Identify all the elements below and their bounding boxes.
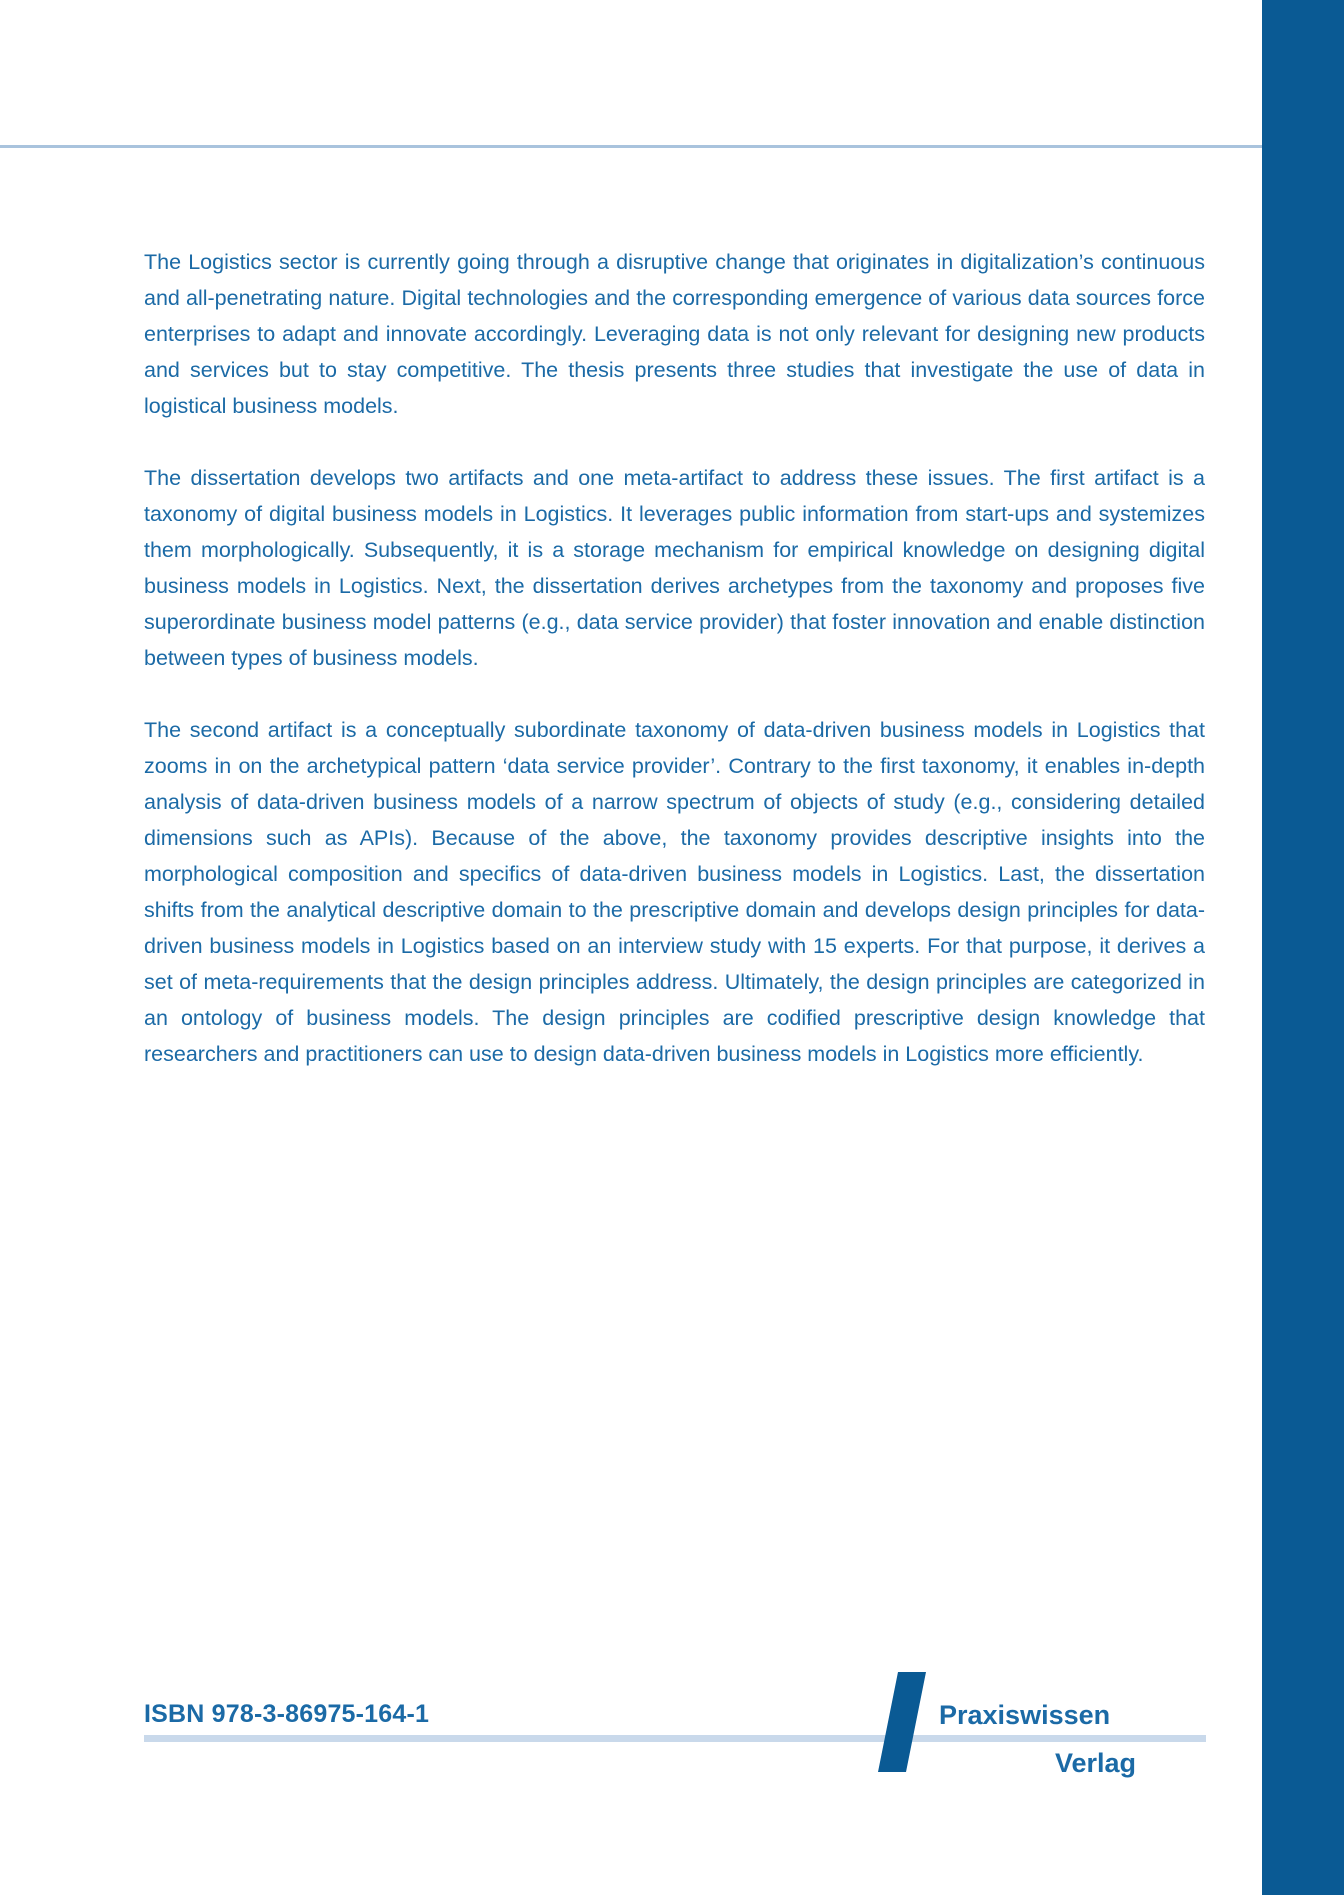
abstract-paragraph-1: The Logistics sector is currently going through a disruptive change that originates in digitalization’s continuous and all-penetrating nature. Digital technologies and the corresponding emergence of various data sources force enterprises to adapt and innovate accordingly. Leveraging data is not only relevant for designing new products and services but to stay competitive. The thesis presents three studies that investigate the use of data in logistical business models. [144,250,1205,418]
spine-color-bar [1262,0,1344,1895]
isbn-label: ISBN 978-3-86975-164-1 [144,1700,430,1728]
publisher-logo [876,1672,1146,1782]
abstract-paragraph-3: The second artifact is a conceptually subordinate taxonomy of data-driven business models in Logistics that zooms in on the archetypical pattern ‘data service provider’. Contrary to the first taxonomy, it enables in-depth analysis of data-driven business models of a narrow spectrum of objects of study (e.g., considering detailed dimensions such as APIs). Because of the above, the taxonomy provides descriptive insights into the morphological composition and specifics of data-driven business models in Logistics. Last, the dissertation shifts from the analytical descriptive domain to the prescriptive domain and develops design principles for data-driven business models in Logistics based on an interview study with 15 experts. For that purpose, it derives a set of meta-requirements that the design principles address. Ultimately, the design principles are categorized in an ontology of business models. The design principles are codified prescriptive design knowledge that researchers and practitioners can use to design data-driven business models in Logistics more efficiently. [144,718,1205,1066]
publisher-name-line1: Praxiswissen [931,1700,1118,1731]
abstract-paragraph-2: The dissertation develops two artifacts and one meta-artifact to address these issues. The first artifact is a taxonomy of digital business models in Logistics. It leverages public information from start-ups and systemizes them morphologically. Subsequently, it is a storage mechanism for empirical knowledge on designing digital business models in Logistics. Next, the dissertation derives archetypes from the taxonomy and proposes five superordinate business model patterns (e.g., data service provider) that foster innovation and enable distinction between types of business models. [144,466,1205,670]
back-cover-abstract [144,244,1205,1108]
publisher-name-line2: Verlag [1055,1748,1137,1778]
top-divider [0,145,1262,148]
